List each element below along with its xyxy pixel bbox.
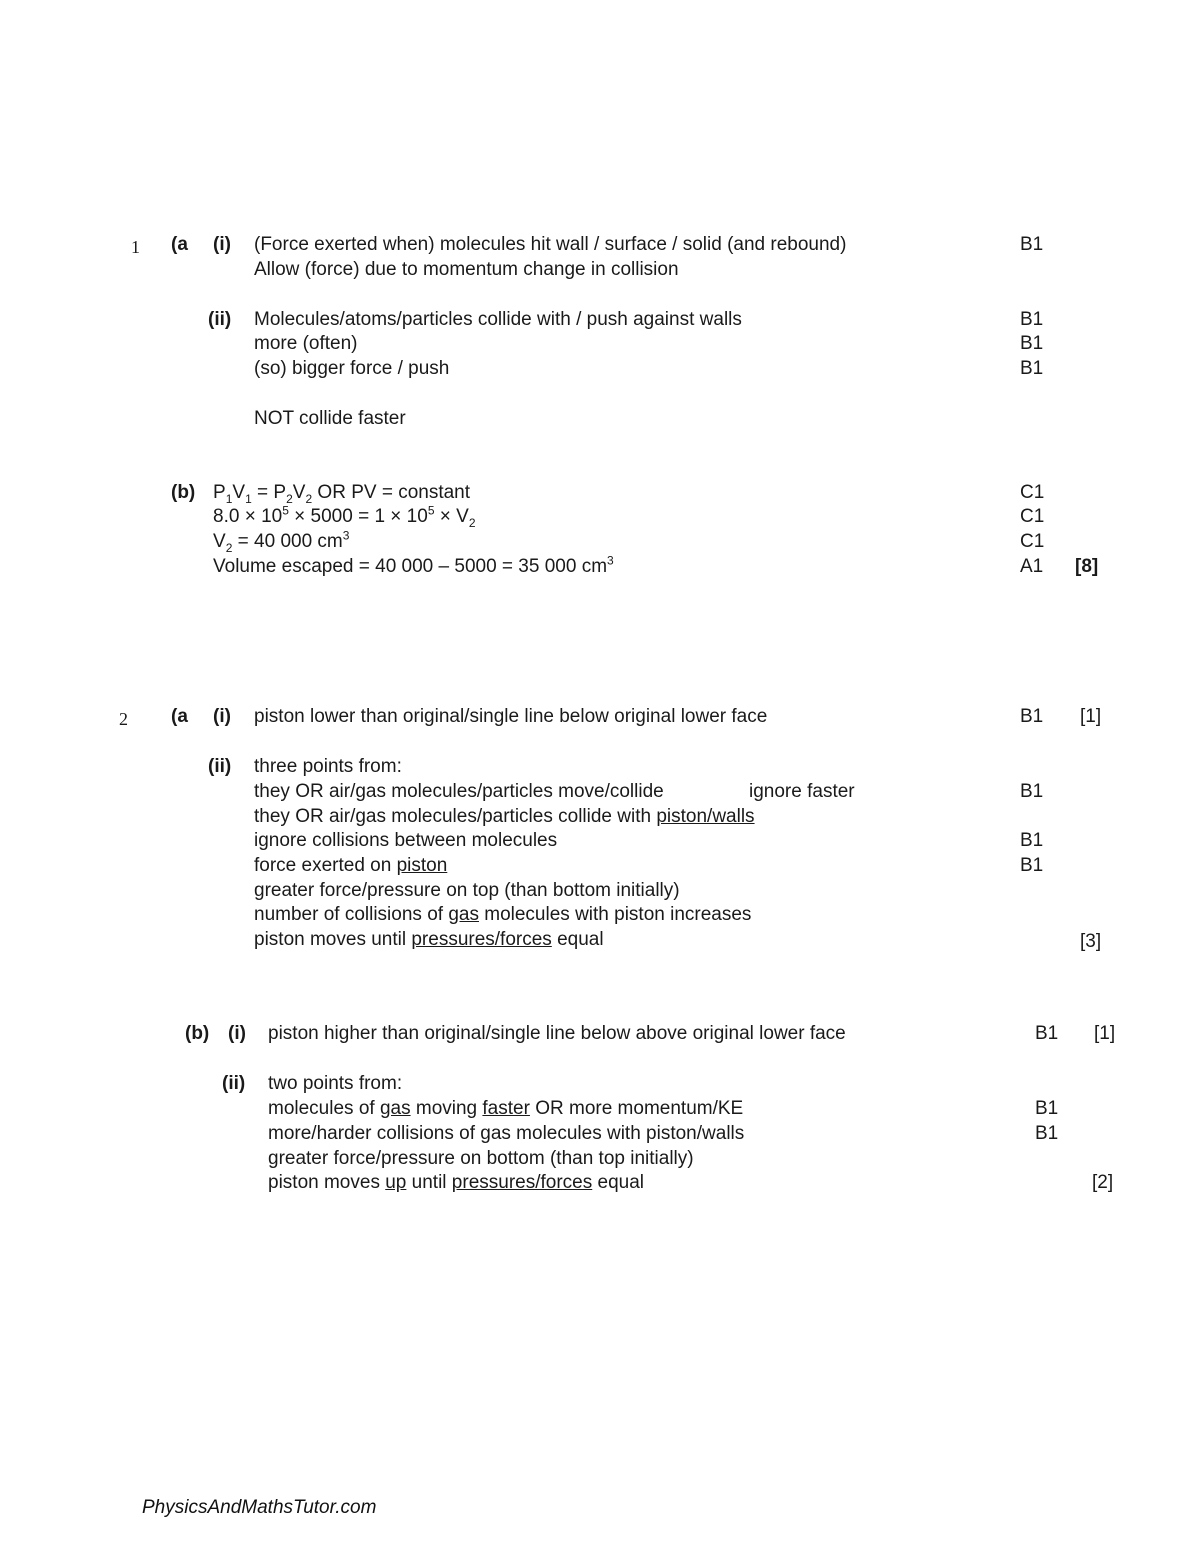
answer-line: number of collisions of gas molecules with piston increases (254, 904, 752, 925)
mark: B1 (1020, 333, 1044, 354)
answer-line: piston lower than original/single line below original lower face (254, 706, 768, 727)
answer-line: piston moves up until pressures/forces equal (268, 1172, 645, 1193)
mark: B1 (1020, 309, 1044, 330)
answer-line: NOT collide faster (254, 408, 406, 429)
answer-line: force exerted on piston (254, 855, 448, 876)
mark: C1 (1020, 531, 1045, 552)
answer-line: two points from: (268, 1073, 403, 1094)
mark: B1 (1020, 855, 1044, 876)
subpart-i-label: (i) (213, 234, 231, 255)
part-b-label: (b) (185, 1023, 210, 1044)
answer-line: (Force exerted when) molecules hit wall / surface / solid (and rebound) (254, 234, 847, 255)
question-number-2: 2 (119, 709, 128, 729)
subpart-i-label: (i) (213, 706, 231, 727)
mark: B1 (1035, 1098, 1059, 1119)
total-marks: [8] (1075, 556, 1099, 577)
total-marks: [3] (1080, 931, 1102, 952)
subpart-ii-label: (ii) (208, 756, 232, 777)
part-a-label: (a (171, 706, 188, 727)
mark: C1 (1020, 506, 1045, 527)
subpart-i-label: (i) (228, 1023, 246, 1044)
equation-line: $P_1V_1 = P_2V_2$ OR PV = constant (213, 482, 471, 506)
mark: C1 (1020, 482, 1045, 503)
mark: B1 (1035, 1023, 1059, 1044)
answer-line: they OR air/gas molecules/particles collide with piston/walls (254, 806, 755, 827)
mark: B1 (1020, 234, 1044, 255)
answer-line: more (often) (254, 333, 358, 354)
subpart-ii-label: (ii) (208, 309, 232, 330)
footer-site-name: PhysicsAndMathsTutor.com (142, 1497, 377, 1518)
answer-line: ignore collisions between molecules (254, 830, 558, 851)
equation-line: Volume escaped = 40 000 – 5000 = 35 000 $cm^3$ (213, 553, 614, 577)
answer-line: Molecules/atoms/particles collide with / push against walls (254, 309, 742, 330)
part-b-label: (b) (171, 482, 196, 503)
equation-line: $8.0 \times 10^5 \times 5000 = 1 \times 10^5 \times V_2$ (213, 503, 476, 530)
equation-line: $V_2 = 40$ 000 $cm^3$ (213, 528, 350, 555)
answer-line: piston moves until pressures/forces equal (254, 929, 604, 950)
answer-line: Allow (force) due to momentum change in collision (254, 259, 679, 280)
mark: B1 (1020, 706, 1044, 727)
total-marks: [1] (1080, 706, 1102, 727)
mark: B1 (1020, 358, 1044, 379)
part-a-label: (a (171, 234, 188, 255)
mark: A1 (1020, 556, 1044, 577)
answer-line: piston higher than original/single line below above original lower face (268, 1023, 846, 1044)
answer-line: (so) bigger force / push (254, 358, 450, 379)
total-marks: [2] (1092, 1172, 1114, 1193)
answer-line: greater force/pressure on top (than bottom initially) (254, 880, 680, 901)
mark: B1 (1035, 1123, 1059, 1144)
question-number-1: 1 (131, 237, 140, 257)
answer-line: more/harder collisions of gas molecules with piston/walls (268, 1123, 745, 1144)
answer-line: they OR air/gas molecules/particles move/collide (254, 781, 664, 802)
answer-line: greater force/pressure on bottom (than top initially) (268, 1148, 694, 1169)
subpart-ii-label: (ii) (222, 1073, 246, 1094)
total-marks: [1] (1094, 1023, 1116, 1044)
answer-line: molecules of gas moving faster OR more momentum/KE (268, 1098, 744, 1119)
mark: B1 (1020, 830, 1044, 851)
mark: B1 (1020, 781, 1044, 802)
answer-line: three points from: (254, 756, 402, 777)
answer-note: ignore faster (749, 781, 855, 802)
